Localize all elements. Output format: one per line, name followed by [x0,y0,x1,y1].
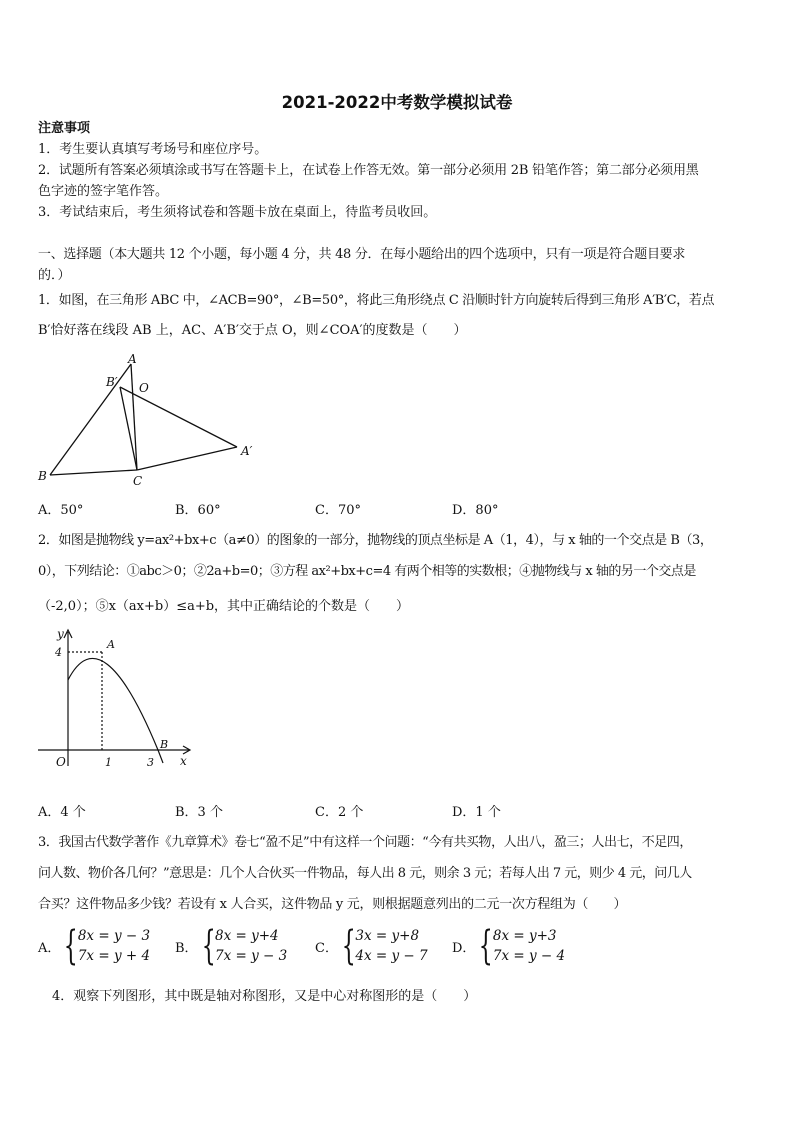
question-3-option-d[interactable] [452,923,566,969]
option-d-eq1: 8x = y+3 [492,928,557,944]
label-B-prime: B′ [106,375,118,389]
vertex-label-A: A [107,638,115,651]
option-b-eq1: 8x = y+4 [215,928,279,944]
brace-icon: { [64,923,79,969]
option-b-eq2: 7x = y − 3 [215,948,288,964]
notice-item-2-cont: 色字迹的签字笔作答。 [38,184,169,199]
page-title: 2021-2022中考数学模拟试卷 [281,93,513,112]
question-2-option-a[interactable]: A．4 个 [38,805,86,820]
notice-heading: 注意事项 [38,121,91,136]
question-1-option-c[interactable]: C．70° [315,503,361,518]
label-C: C [133,474,143,488]
notice-item-3: 3．考试结束后，考生须将试卷和答题卡放在桌面上，待监考员收回。 [38,205,437,220]
question-1-option-a[interactable]: A．50° [38,503,84,518]
question-1-text-cont: B′恰好落在线段 AB 上，AC、A′B′交于点 O，则∠COA′的度数是（ ） [38,323,467,338]
label-A: A [128,352,137,366]
question-1-option-d[interactable]: D．80° [452,503,499,518]
option-a-eq2: 7x = y + 4 [77,948,151,964]
label-B: B [38,469,47,483]
question-2-option-d[interactable]: D．1 个 [452,805,501,820]
question-3-option-c[interactable] [315,923,428,969]
question-3-option-b[interactable] [175,923,288,969]
brace-icon: { [201,923,216,969]
axis-label-y: y [57,627,64,641]
notice-item-2: 2．试题所有答案必须填涂或书写在答题卡上，在试卷上作答无效。第一部分必须用 2B 铅笔作答；第二部分必须用黑 [38,163,699,178]
question-2-text-cont-2: （-2,0）；⑤x（ax+b）≤a+b，其中正确结论的个数是（ ） [38,599,410,614]
question-1-triangle-figure [34,352,264,490]
notice-item-1: 1．考生要认真填写考场号和座位序号。 [38,142,268,157]
option-d-eq2: 7x = y − 4 [492,948,566,964]
origin-label: O [56,755,66,769]
section-heading: 一、选择题（本大题共 12 个小题，每小题 4 分，共 48 分．在每小题给出的四个选项中，只有一项是符合题目要求 [38,247,686,262]
brace-icon: { [479,923,494,969]
question-3-text: 3．我国古代数学著作《九章算术》卷七“盈不足”中有这样一个问题：“今有共买物，人出八，盈三；人出七，不足四， [38,835,692,850]
tick-label-4: 4 [55,646,62,659]
tick-label-3: 3 [147,756,154,769]
question-3-text-cont-2: 合买？这件物品多少钱？若设有 x 人合买，这件物品 y 元，则根据题意列出的二元一次方程组为（ ） [38,897,627,912]
question-1-option-b[interactable]: B．60° [175,503,221,518]
question-2-text: 2．如图是抛物线 y=ax²+bx+c（a≠0）的图象的一部分，抛物线的顶点坐标是 A（1，4），与 x 轴的一个交点是 B（3， [38,533,713,548]
question-2-text-cont-1: 0），下列结论：①abc＞0；②2a+b=0；③方程 ax²+bx+c=4 有两个相等的实数根；④抛物线与 x 轴的另一个交点是 [38,564,696,579]
tick-label-1: 1 [105,756,112,769]
option-c-eq2: 4x = y − 7 [355,948,428,964]
section-heading-cont: 的．） [38,268,71,283]
question-3-text-cont-1: 问人数、物价各几何？”意思是：几个人合伙买一件物品，每人出 8 元，则余 3 元；若每人出 7 元，则少 4 元，问几人 [38,866,692,881]
option-a-label: A． [38,940,61,956]
question-2-option-c[interactable]: C．2 个 [315,805,364,820]
label-O: O [139,381,149,395]
question-2-option-b[interactable]: B．3 个 [175,805,223,820]
question-1-text: 1．如图，在三角形 ABC 中，∠ACB=90°，∠B=50°，将此三角形绕点 C 沿顺时针方向旋转后得到三角形 A′B′C，若点 [38,293,715,308]
root-label-B: B [160,738,169,751]
question-4-text: 4．观察下列图形，其中既是轴对称图形，又是中心对称图形的是（ ） [52,989,477,1004]
option-c-label: C． [315,940,338,956]
option-d-label: D． [452,940,476,956]
label-A-prime: A′ [241,444,253,458]
question-3-option-a[interactable] [38,923,151,969]
question-2-parabola-figure [34,626,198,772]
option-c-eq1: 3x = y+8 [355,928,420,944]
brace-icon: { [341,923,356,969]
axis-label-x: x [180,754,187,768]
option-a-eq1: 8x = y − 3 [77,928,151,944]
option-b-label: B． [175,940,198,956]
